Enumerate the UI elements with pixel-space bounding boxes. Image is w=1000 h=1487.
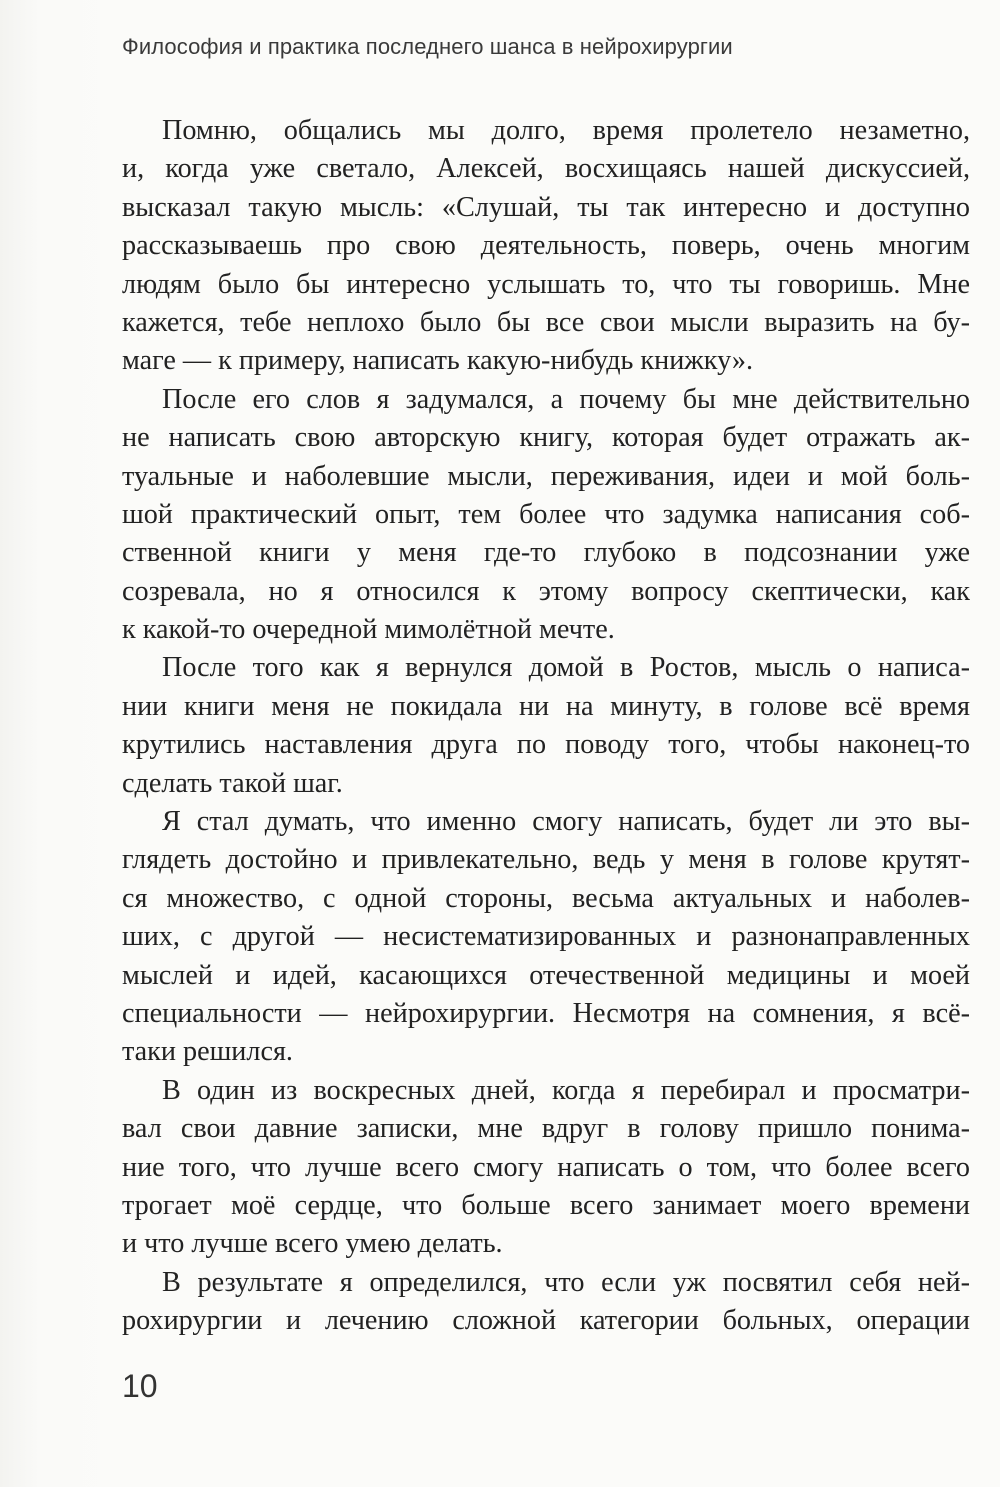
text-line: шой практический опыт, тем более что задумка написания соб-	[122, 498, 970, 530]
text-line: рассказываешь про свою деятельность, поверь, очень многим	[122, 230, 970, 262]
paragraph	[122, 1072, 970, 1264]
text-line: трогает моё сердце, что больше всего занимает моего времени	[122, 1189, 970, 1221]
text-line: сделать такой шаг.	[122, 767, 343, 799]
text-line: высказал такую мысль: «Слушай, ты так интересно и доступно	[122, 191, 970, 223]
text-line: В один из воскресных дней, когда я перебирал и просматри-	[162, 1074, 970, 1106]
text-line: к какой-то очередной мимолётной мечте.	[122, 614, 615, 646]
text-line: рохирургии и лечению сложной категории больных, операции	[122, 1305, 970, 1337]
text-line: После его слов я задумался, а почему бы мне действительно	[162, 383, 970, 415]
text-line: и что лучше всего умею делать.	[122, 1228, 503, 1260]
text-line: таки решился.	[122, 1036, 293, 1068]
text-line: созревала, но я относился к этому вопросу скептически, как	[122, 575, 970, 607]
text-line: и, когда уже светало, Алексей, восхищаясь нашей дискуссией,	[122, 153, 970, 185]
text-line: ние того, что лучше всего смогу написать о том, что более всего	[122, 1151, 970, 1183]
text-line: глядеть достойно и привлекательно, ведь у меня в голове крутят-	[122, 844, 970, 876]
paragraph	[122, 381, 970, 650]
text-line: В результате я определился, что если уж посвятил себя ней-	[162, 1266, 970, 1298]
text-line: не написать свою авторскую книгу, которая будет отражать ак-	[122, 422, 970, 454]
text-line: После того как я вернулся домой в Ростов, мысль о написа-	[162, 652, 970, 684]
running-head: Философия и практика последнего шанса в нейрохирургии	[122, 34, 733, 59]
text-line: Я стал думать, что именно смогу написать, будет ли это вы-	[162, 806, 970, 838]
text-line: мыслей и идей, касающихся отечественной медицины и моей	[122, 959, 970, 991]
body-text	[122, 112, 970, 1341]
text-line: ся множество, с одной стороны, весьма актуальных и наболев-	[122, 882, 970, 914]
page-number: 10	[122, 1368, 158, 1404]
text-line: кажется, тебе неплохо было бы все свои мысли выразить на бу-	[122, 306, 970, 338]
text-line: ственной книги у меня где-то глубоко в подсознании уже	[122, 537, 970, 569]
paragraph	[122, 1264, 970, 1341]
text-line: вал свои давние записки, мне вдруг в голову пришло понима-	[122, 1113, 970, 1145]
text-line: туальные и наболевшие мысли, переживания, идеи и мой боль-	[122, 460, 970, 492]
text-line: маге — к примеру, написать какую-нибудь книжку».	[122, 345, 754, 377]
paragraph	[122, 112, 970, 381]
text-line: крутились наставления друга по поводу того, чтобы наконец-то	[122, 729, 970, 761]
text-line: специальности — нейрохирургии. Несмотря на сомнения, я всё-	[122, 997, 970, 1029]
text-line: ших, с другой — несистематизированных и разнонаправленных	[122, 921, 970, 953]
paragraph	[122, 649, 970, 803]
text-line: Помню, общались мы долго, время пролетело незаметно,	[162, 115, 970, 146]
paragraph	[122, 803, 970, 1072]
text-line: людям было бы интересно услышать то, что ты говоришь. Мне	[122, 268, 970, 300]
text-line: нии книги меня не покидала ни на минуту, в голове всё время	[122, 690, 970, 722]
